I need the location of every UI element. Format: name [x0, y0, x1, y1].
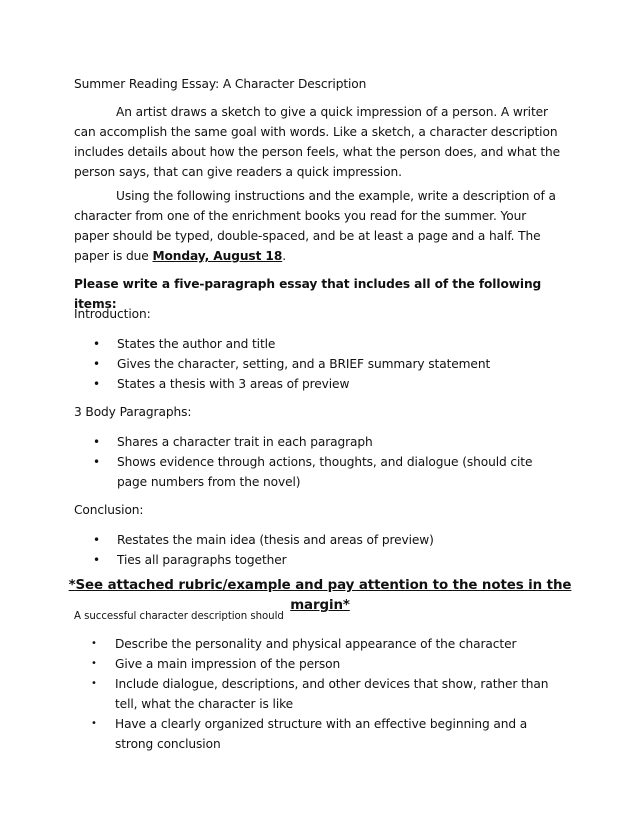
rubric-note: *See attached rubric/example and pay attention to the notes in the margin* — [68, 578, 572, 613]
bullet-icon: • — [93, 455, 100, 469]
successful-description-heading: A successful character description should — [74, 611, 284, 622]
bullet-icon: • — [93, 553, 100, 567]
intro-paragraph: An artist draws a sketch to give a quick impression of a person. A writer can accomplish the same goal with words. Like a sketch, a character description includes details about how the person feels, what the person does, and what the person says, that can give readers a quick impression. — [74, 105, 561, 179]
list-item: • Describe the personality and physical appearance of the character — [91, 634, 551, 654]
bullet-icon: • — [91, 658, 97, 669]
instructions-end: . — [282, 249, 286, 263]
list-item: • Have a clearly organized structure with an effective beginning and a strong conclusion — [91, 714, 551, 754]
bullet-icon: • — [91, 678, 97, 689]
document-title: Summer Reading Essay: A Character Description — [74, 77, 367, 91]
bullet-icon: • — [93, 377, 100, 391]
list-item: • Shows evidence through actions, thoughts, and dialogue (should cite page numbers from the novel) — [93, 452, 543, 492]
list-item: • Shares a character trait in each paragraph — [93, 432, 543, 452]
list-item: • Ties all paragraphs together — [93, 550, 543, 570]
bullet-icon: • — [91, 638, 97, 649]
essay-prompt: Please write a five-paragraph essay that includes all of the following items: — [74, 277, 542, 311]
body-paragraphs-list — [93, 432, 543, 492]
conclusion-list — [93, 530, 543, 570]
bullet-icon: • — [93, 435, 100, 449]
list-item: • States a thesis with 3 areas of preview — [93, 374, 543, 394]
bullet-icon: • — [93, 357, 100, 371]
section-heading-introduction: Introduction: — [74, 307, 151, 321]
list-item: • States the author and title — [93, 334, 543, 354]
list-item: • Include dialogue, descriptions, and other devices that show, rather than tell, what the character is like — [91, 674, 551, 714]
introduction-list — [93, 334, 543, 394]
list-item: • Restates the main idea (thesis and areas of preview) — [93, 530, 543, 550]
instructions-text: Using the following instructions and the example, write a description of a character from one of the enrichment books you read for the summer. Your paper should be typed, double-spaced, and be at least a page and a half. The paper is due — [74, 189, 556, 263]
bullet-icon: • — [93, 337, 100, 351]
successful-description-list — [91, 634, 551, 754]
bullet-icon: • — [93, 533, 100, 547]
section-heading-conclusion: Conclusion: — [74, 503, 144, 517]
instructions-paragraph — [74, 186, 564, 266]
due-date: Monday, August 18 — [152, 249, 283, 263]
section-heading-body: 3 Body Paragraphs: — [74, 405, 192, 419]
list-item: • Gives the character, setting, and a BRIEF summary statement — [93, 354, 543, 374]
list-item: • Give a main impression of the person — [91, 654, 551, 674]
bullet-icon: • — [91, 718, 97, 729]
